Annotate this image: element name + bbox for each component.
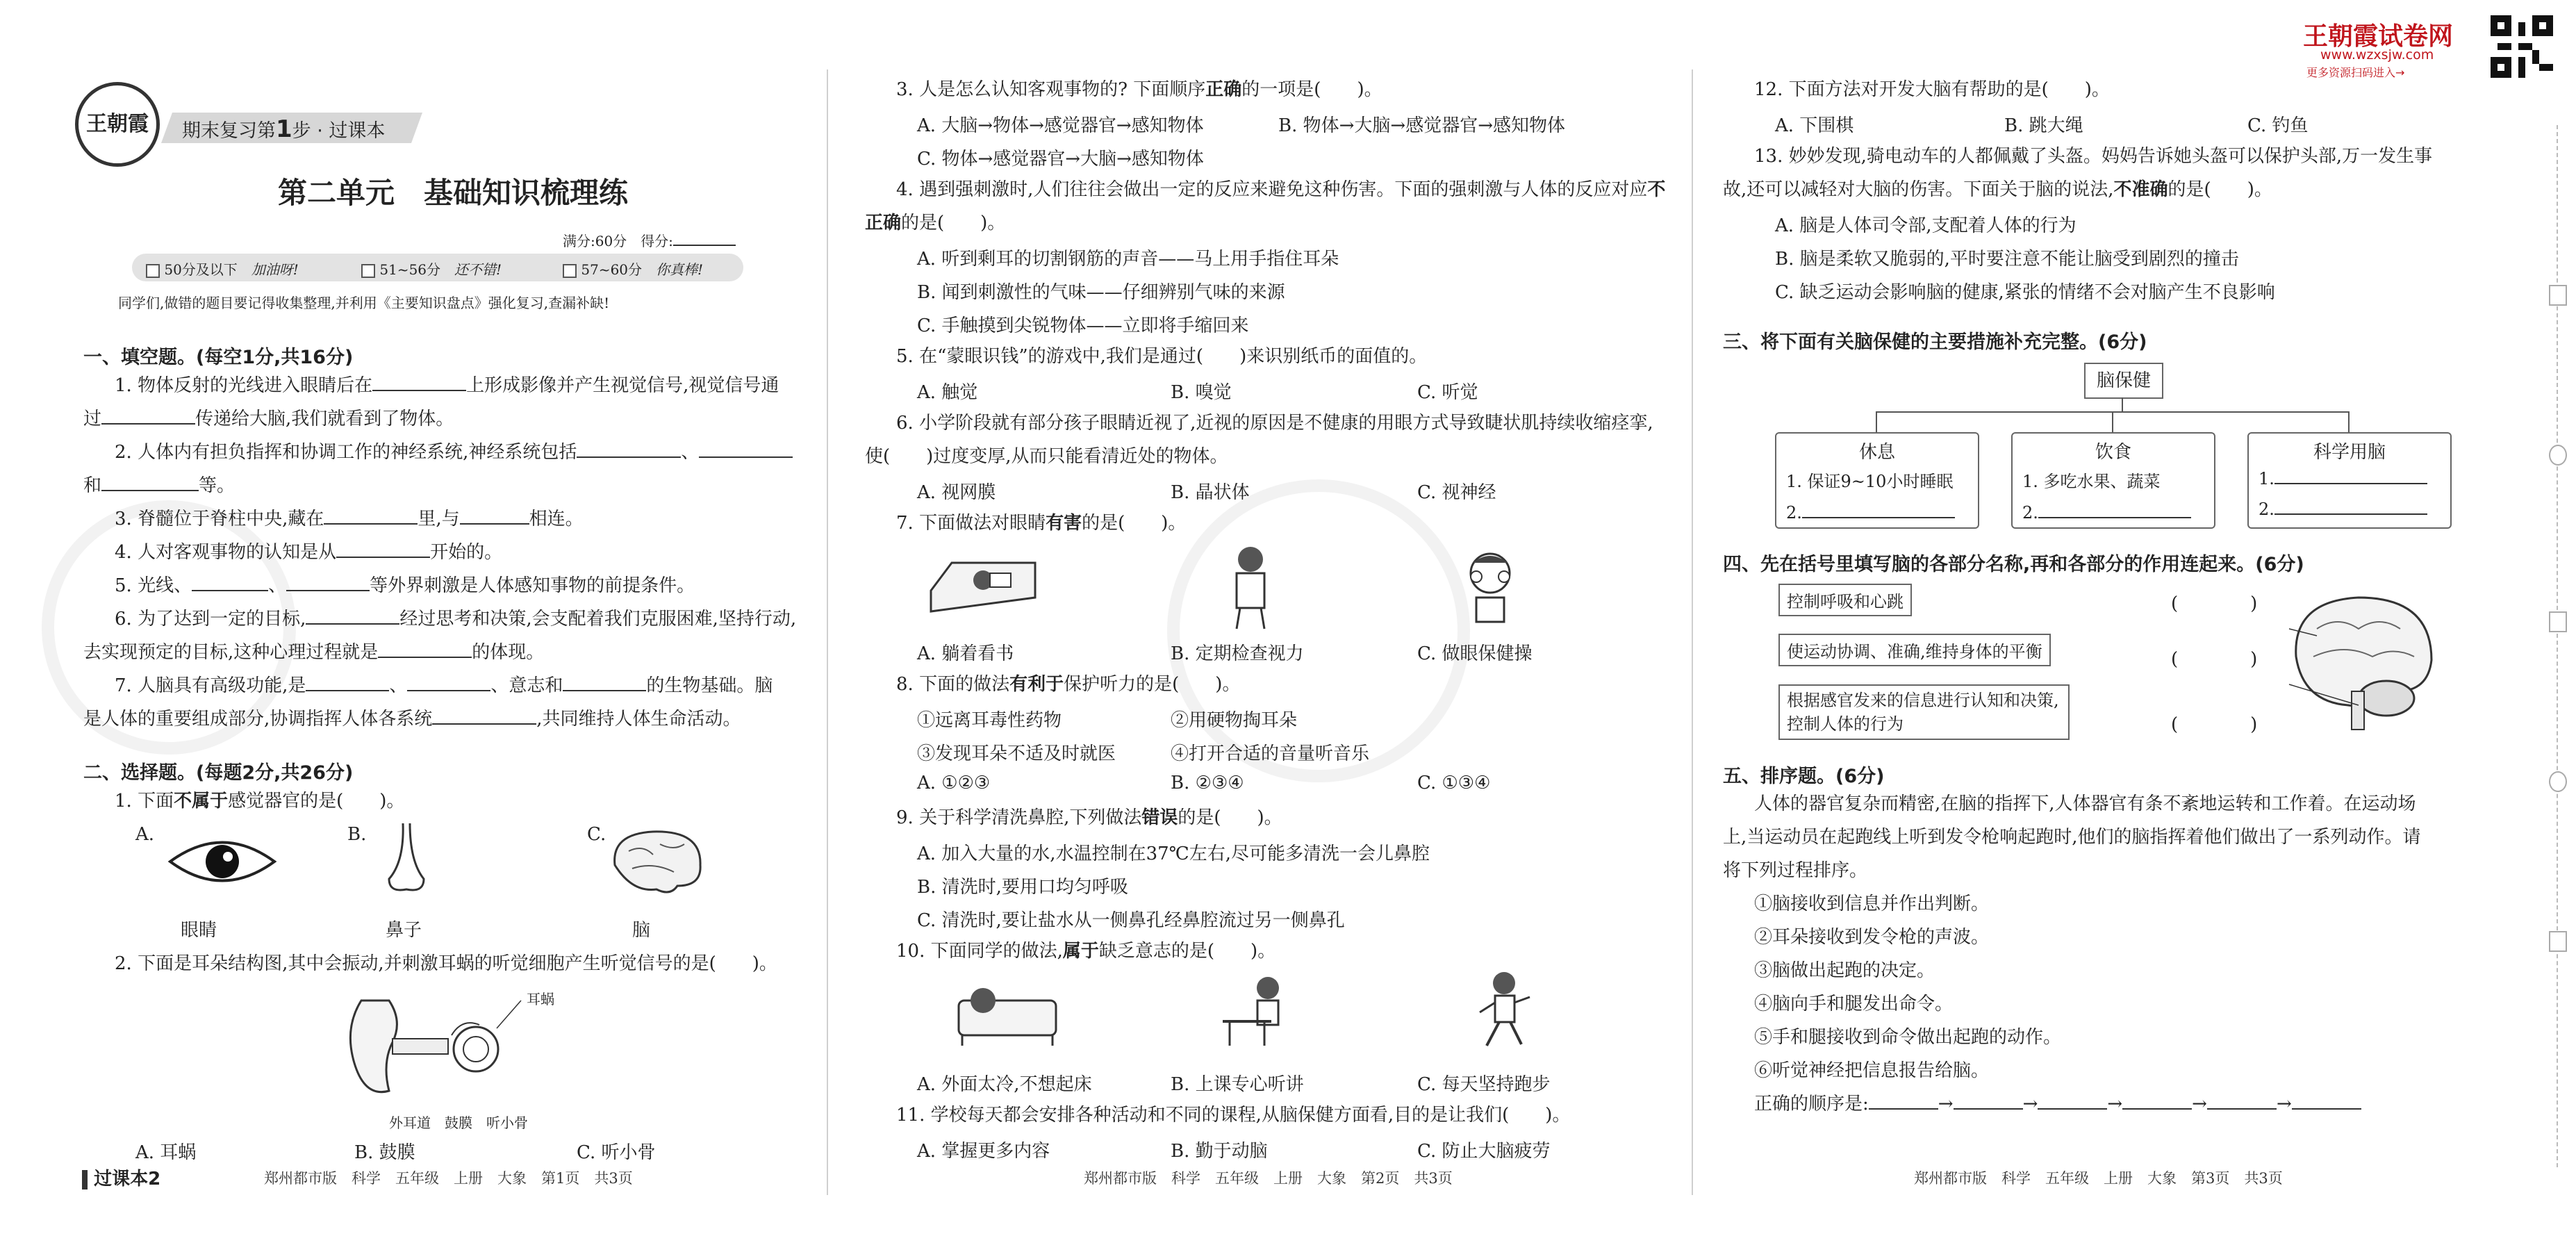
q7-option-b: B. 定期检查视力 [1171,643,1304,664]
eye-exam-icon [1216,542,1292,632]
branch-diet-title: 饮食 [2095,442,2131,463]
fill-line-6: 4. 人对客观事物的认知是从 开始的。 [115,542,503,563]
function-box-1: 控制呼吸和心跳 [1778,584,1912,616]
q5-option-a: A. 触觉 [917,382,978,403]
q1-caption-eye: 眼睛 [181,920,217,941]
site-url: www.wzxsjw.com [2320,47,2434,63]
branch-rest-item2: 2. [1786,502,1978,522]
q6-text-1: 6. 小学阶段就有部分孩子眼睛近视了,近视的原因是不健康的用眼方式导致睫状肌持续收缩痉挛, [896,413,1653,434]
page-2 [827,0,1692,1243]
q12-option-a: A. 下围棋 [1775,115,1854,136]
q1-option-c: C. [587,824,606,845]
tree-root: 脑保健 [2084,363,2163,399]
score-level-3: 57~60分 你真棒! [563,258,703,279]
section-2-title: 二、选择题。(每题2分,共26分) [83,762,354,784]
brand-logo [75,82,160,167]
tree-branch-diet [2011,432,2215,529]
fill-line-5: 3. 脊髓位于脊柱中央,藏在 里,与 相连。 [115,509,584,529]
q11-option-b: B. 勤于动脑 [1171,1141,1268,1162]
q7-text: 7. 下面做法对眼睛有害的是( )。 [896,513,1187,534]
q3-option-c: C. 物体→感觉器官→大脑→感知物体 [917,149,1204,170]
lying-reading-icon [924,549,1042,618]
footer-page-1: 郑州都市版 科学 五年级 上册 大象 第1页 共3页 [264,1170,633,1187]
q12-option-c: C. 钓鱼 [2247,115,2309,136]
q7-option-c: C. 做眼保健操 [1417,643,1533,664]
fill-line-1: 1. 物体反射的光线进入眼睛后在 上形成影像并产生视觉信号,视觉信号通 [115,375,779,396]
eye-exercise-icon [1452,545,1528,629]
q1-text: 1. 下面不属于感觉器官的是( )。 [115,791,405,812]
q8-item-4: ④打开合适的音量听音乐 [1171,743,1370,764]
q2-option-c: C. 听小骨 [577,1142,656,1163]
tree-connector-left [1876,411,1877,432]
q4-option-c: C. 手触摸到尖锐物体——立即将手缩回来 [917,315,1249,336]
section-3-title: 三、将下面有关脑保健的主要措施补充完整。(6分) [1723,331,2147,353]
tip-text: 同学们,做错的题目要记得收集整理,并利用《主要知识盘点》强化复习,查漏补缺! [118,295,610,311]
fill-line-8: 6. 为了达到一定的目标, 经过思考和决策,会支配着我们克服困难,坚持行动, [115,609,797,629]
q6-text-2: 使( )过度变厚,从而只能看清近处的物体。 [865,446,1228,467]
q2-text: 2. 下面是耳朵结构图,其中会振动,并刺激耳蜗的听觉细胞产生听觉信号的是( )。 [115,953,777,974]
fill-line-7: 5. 光线、 、 等外界刺激是人体感知事物的前提条件。 [115,575,695,596]
ear-label-cochlea: 耳蜗 [527,991,554,1007]
eye-icon [167,830,278,893]
q4-text-2: 正确的是( )。 [865,213,1006,233]
fill-line-2: 过 传递给大脑,我们就看到了物体。 [83,409,454,429]
q11-option-c: C. 防止大脑疲劳 [1417,1141,1551,1162]
sort-step-1: ①脑接收到信息并作出判断。 [1754,894,1990,914]
q11-text: 11. 学校每天都会安排各种活动和不同的课程,从脑保健方面看,目的是让我们( )。 [896,1105,1571,1126]
q3-text: 3. 人是怎么认知客观事物的? 下面顺序正确的一项是( )。 [896,79,1382,100]
tree-connector-right [2348,411,2350,432]
q8-item-2: ②用硬物掏耳朵 [1171,710,1298,731]
sort-intro-2: 上,当运动员在起跑线上听到发令枪响起跑时,他们的脑指挥着他们做出了一系列动作。请 [1723,827,2421,848]
q4-option-b: B. 闻到刺激性的气味——仔细辨别气味的来源 [917,282,1285,303]
binding-mark-4 [2549,771,2567,792]
q8-text: 8. 下面的做法有利于保护听力的是( )。 [896,674,1241,695]
site-hint: 更多资源扫码进入→ [2306,66,2405,79]
q9-option-c: C. 清洗时,要让盐水从一侧鼻孔经鼻腔流过另一侧鼻孔 [917,910,1345,931]
sort-step-4: ④脑向手和腿发出命令。 [1754,994,1954,1014]
branch-brain-use-item2: 2. [2259,498,2450,519]
sort-intro-3: 将下列过程排序。 [1723,860,1868,881]
branch-brain-use-item1: 1. [2259,468,2450,488]
page-3 [1692,0,2576,1243]
q9-text: 9. 关于科学清洗鼻腔,下列做法错误的是( )。 [896,807,1282,828]
sort-intro-1: 人体的器官复杂而精密,在脑的指挥下,人体器官有条不紊地运转和工作着。在运动场 [1754,793,2416,814]
fill-line-3: 2. 人体内有担负指挥和协调工作的神经系统,神经系统包括 、 [115,441,793,464]
ear-label-ossicles: 听小骨 [486,1114,528,1131]
q8-item-1: ①远离耳毒性药物 [917,710,1062,731]
q5-option-c: C. 听觉 [1417,382,1478,403]
sort-step-6: ⑥听觉神经把信息报告给脑。 [1754,1060,1990,1081]
binding-mark-2 [2549,445,2567,466]
tree-connector-mid [2112,411,2113,432]
ear-diagram-icon [340,987,542,1112]
section-5-title: 五、排序题。(6分) [1723,766,1885,787]
desk-study-icon [1216,973,1306,1049]
q8-option-c: C. ①③④ [1417,773,1491,793]
binding-line [2557,125,2558,1167]
site-title: 王朝霞试卷网 [2303,22,2454,51]
brain-cross-section-icon [2282,587,2442,733]
fill-line-11: 是人体的重要组成部分,协调指挥人体各系统 ,共同维持人体生命活动。 [83,709,741,730]
q4-text-1: 4. 遇到强刺激时,人们往往会做出一定的反应来避免这种伤害。下面的强刺激与人体的反应对应不 [896,179,1666,200]
qr-code-icon[interactable] [2491,15,2553,78]
q9-option-b: B. 清洗时,要用口均匀呼吸 [917,877,1128,898]
brain-part-blank-2[interactable]: ( ) [2171,649,2258,670]
q12-text: 12. 下面方法对开发大脑有帮助的是( )。 [1754,79,2110,100]
q2-option-a: A. 耳蜗 [135,1142,197,1163]
brain-part-blank-3[interactable]: ( ) [2171,714,2258,735]
q11-option-a: A. 掌握更多内容 [917,1141,1050,1162]
q10-option-c: C. 每天坚持跑步 [1417,1074,1551,1095]
footer-page-3: 郑州都市版 科学 五年级 上册 大象 第3页 共3页 [1914,1170,2283,1187]
running-icon [1466,969,1542,1053]
q5-text: 5. 在“蒙眼识钱”的游戏中,我们是通过( )来识别纸币的面值的。 [896,346,1428,367]
q10-option-b: B. 上课专心听讲 [1171,1074,1304,1095]
q10-text: 10. 下面同学的做法,属于缺乏意志的是( )。 [896,941,1276,962]
binding-mark-5 [2549,931,2567,952]
q1-option-b: B. [347,824,367,845]
section-4-title: 四、先在括号里填写脑的各部分名称,再和各部分的作用连起来。(6分) [1723,554,2304,575]
q1-caption-nose: 鼻子 [386,920,422,941]
score-line: 满分:60分 得分: [563,229,736,250]
fill-line-10: 7. 人脑具有高级功能,是 、 、意志和 的生物基础。脑 [115,675,773,696]
score-level-1: 50分及以下 加油呀! [146,258,299,279]
logo-text: 王朝霞 [86,112,149,136]
function-box-2: 使运动协调、准确,维持身体的平衡 [1778,634,2051,666]
q8-option-b: B. ②③④ [1171,773,1244,793]
q13-option-a: A. 脑是人体司令部,支配着人体的行为 [1775,215,2077,236]
branch-diet-item2: 2. [2022,502,2214,522]
q4-option-a: A. 听到剩耳的切割钢筋的声音——马上用手指住耳朵 [917,249,1339,270]
page-1 [0,0,827,1243]
branch-brain-use-title: 科学用脑 [2313,442,2386,463]
sort-step-2: ②耳朵接收到发令枪的声波。 [1754,927,1990,948]
footer-left-label: 过课本2 [82,1164,160,1190]
branch-diet-item1: 1. 多吃水果、蔬菜 [2022,472,2161,491]
sort-step-3: ③脑做出起跑的决定。 [1754,960,1935,981]
sort-step-5: ⑤手和腿接收到命令做出起跑的动作。 [1754,1027,2062,1048]
order-answer-line: 正确的顺序是: → → → → → [1754,1092,2361,1116]
section-1-title: 一、填空题。(每空1分,共16分) [83,347,354,368]
q6-option-c: C. 视神经 [1417,482,1496,503]
q1-caption-brain: 脑 [632,920,651,941]
q6-option-b: B. 晶状体 [1171,482,1250,503]
fill-line-9: 去实现预定的目标,这种心理过程就是 的体现。 [83,642,545,663]
score-level-2: 51~56分 还不错! [361,258,502,279]
binding-mark-3 [2549,611,2567,632]
footer-page-2: 郑州都市版 科学 五年级 上册 大象 第2页 共3页 [1084,1170,1453,1187]
q3-option-b: B. 物体→大脑→感觉器官→感知物体 [1278,115,1565,136]
q12-option-b: B. 跳大绳 [2004,115,2083,136]
branch-rest-item1: 1. 保证9~10小时睡眠 [1786,472,1954,491]
bed-icon [952,973,1063,1049]
q8-option-a: A. ①②③ [917,773,991,793]
q7-option-a: A. 躺着看书 [917,643,1014,664]
q3-option-a: A. 大脑→物体→感觉器官→感知物体 [917,115,1204,136]
brain-icon [604,823,709,900]
q2-option-b: B. 鼓膜 [354,1142,415,1163]
tree-branch-brain-use [2247,432,2452,529]
nose-icon [375,820,438,903]
q13-text-2: 故,还可以减轻对大脑的伤害。下面关于脑的说法,不准确的是( )。 [1723,179,2272,200]
q5-option-b: B. 嗅觉 [1171,382,1232,403]
q9-option-a: A. 加入大量的水,水温控制在37℃左右,尽可能多清洗一会儿鼻腔 [917,843,1430,864]
binding-mark-1 [2549,285,2567,306]
page-title: 第二单元 基础知识梳理练 [278,176,629,210]
q13-text-1: 13. 妙妙发现,骑电动车的人都佩戴了头盔。妈妈告诉她头盔可以保护头部,万一发生事 [1754,146,2433,167]
branch-rest-title: 休息 [1858,442,1895,463]
fill-line-4: 和 等。 [83,475,236,496]
q13-option-b: B. 脑是柔软又脆弱的,平时要注意不能让脑受到剧烈的撞击 [1775,249,2239,270]
function-box-3: 根据感官发来的信息进行认知和决策,控制人体的行为 [1778,684,2070,740]
tree-connector-v [2122,397,2123,411]
tree-branch-rest [1775,432,1979,529]
ear-label-canal: 外耳道 [389,1114,431,1131]
q13-option-c: C. 缺乏运动会影响脑的健康,紧张的情绪不会对脑产生不良影响 [1775,282,2275,303]
series-label: 期末复习第1步 · 过课本 [182,115,386,143]
ear-label-eardrum: 鼓膜 [445,1114,472,1131]
q8-item-3: ③发现耳朵不适及时就医 [917,743,1116,764]
q10-option-a: A. 外面太冷,不想起床 [917,1074,1092,1095]
q1-option-a: A. [135,824,155,845]
q6-option-a: A. 视网膜 [917,482,996,503]
brain-part-blank-1[interactable]: ( ) [2171,593,2258,614]
